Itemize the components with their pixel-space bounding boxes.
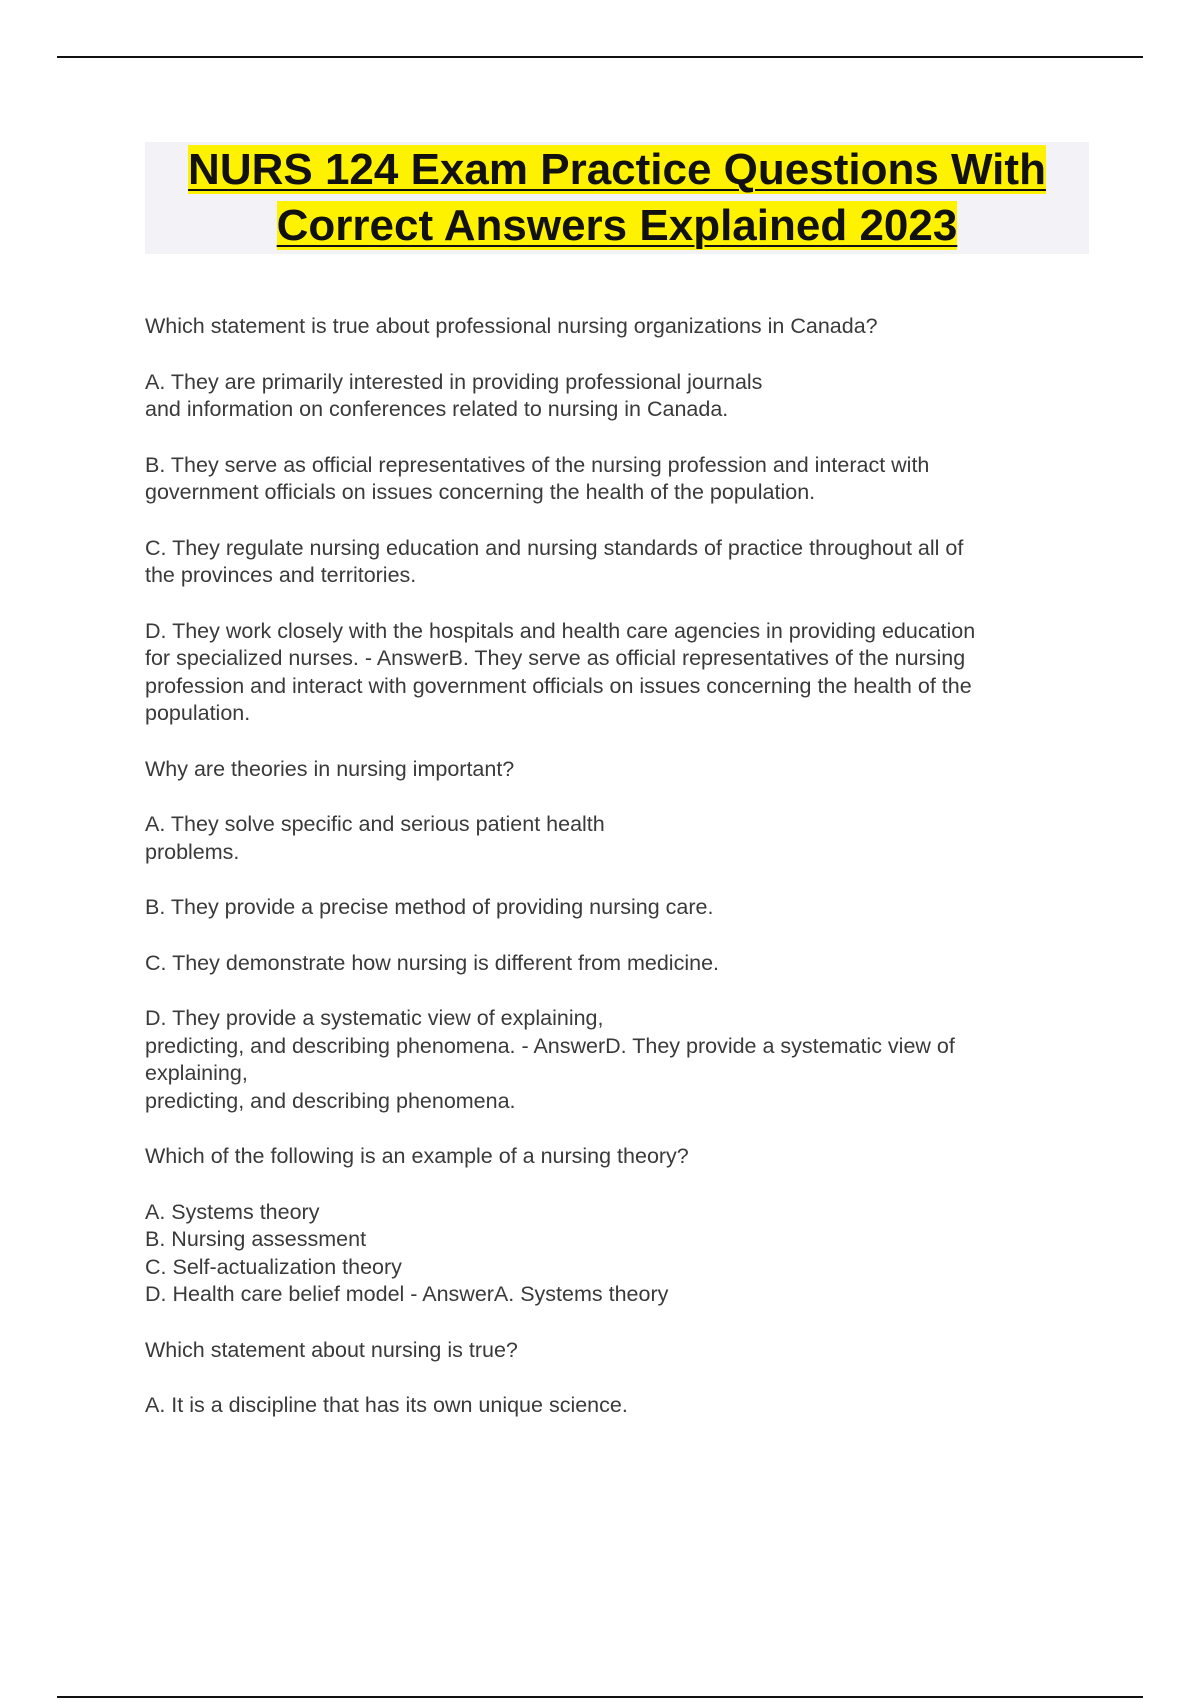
question-2: Why are theories in nursing important? [145, 756, 515, 781]
title-line-1: NURS 124 Exam Practice Questions With [188, 145, 1046, 194]
title-line-2: Correct Answers Explained 2023 [276, 201, 958, 250]
question-3: Which of the following is an example of a nursing theory? [145, 1144, 689, 1168]
question-2-option-c: C. They demonstrate how nursing is different from medicine. [145, 950, 720, 975]
question-2-option-d-answer: D. They provide a systematic view of explaining, predicting, and describing phenomena. - AnswerD. They provide a systematic view of explaining, predicting, and describing phenomena. [145, 1006, 955, 1113]
question-1-option-b: B. They serve as official representatives of the nursing profession and interact with government officials on issues concerning the health of the population. [145, 452, 930, 504]
question-4: Which statement about nursing is true? [145, 1337, 518, 1362]
question-3-options-answer: A. Systems theory B. Nursing assessment C. Self-actualization theory D. Health care belief model - AnswerA. Systems theory [145, 1199, 669, 1306]
question-1-option-a: A. They are primarily interested in providing professional journals and information on conferences related to nursing in Canada. [145, 369, 763, 421]
document-title [145, 142, 1089, 254]
top-rule [57, 56, 1143, 58]
question-4-option-a: A. It is a discipline that has its own unique science. [145, 1393, 628, 1417]
question-2-option-a: A. They solve specific and serious patient health problems. [145, 812, 605, 864]
question-1-option-c: C. They regulate nursing education and nursing standards of practice throughout all of the provinces and territories. [145, 535, 964, 587]
question-2-option-b: B. They provide a precise method of providing nursing care. [145, 895, 714, 919]
question-1-option-d-answer: D. They work closely with the hospitals and health care agencies in providing education for specialized nurses. - AnswerB. They serve as official representatives of the nursing profession and interact with government officials on issues concerning the health of the population. [145, 618, 976, 725]
question-1: Which statement is true about professional nursing organizations in Canada? [145, 314, 878, 338]
document-body [145, 313, 1090, 1448]
bottom-rule [57, 1696, 1143, 1698]
